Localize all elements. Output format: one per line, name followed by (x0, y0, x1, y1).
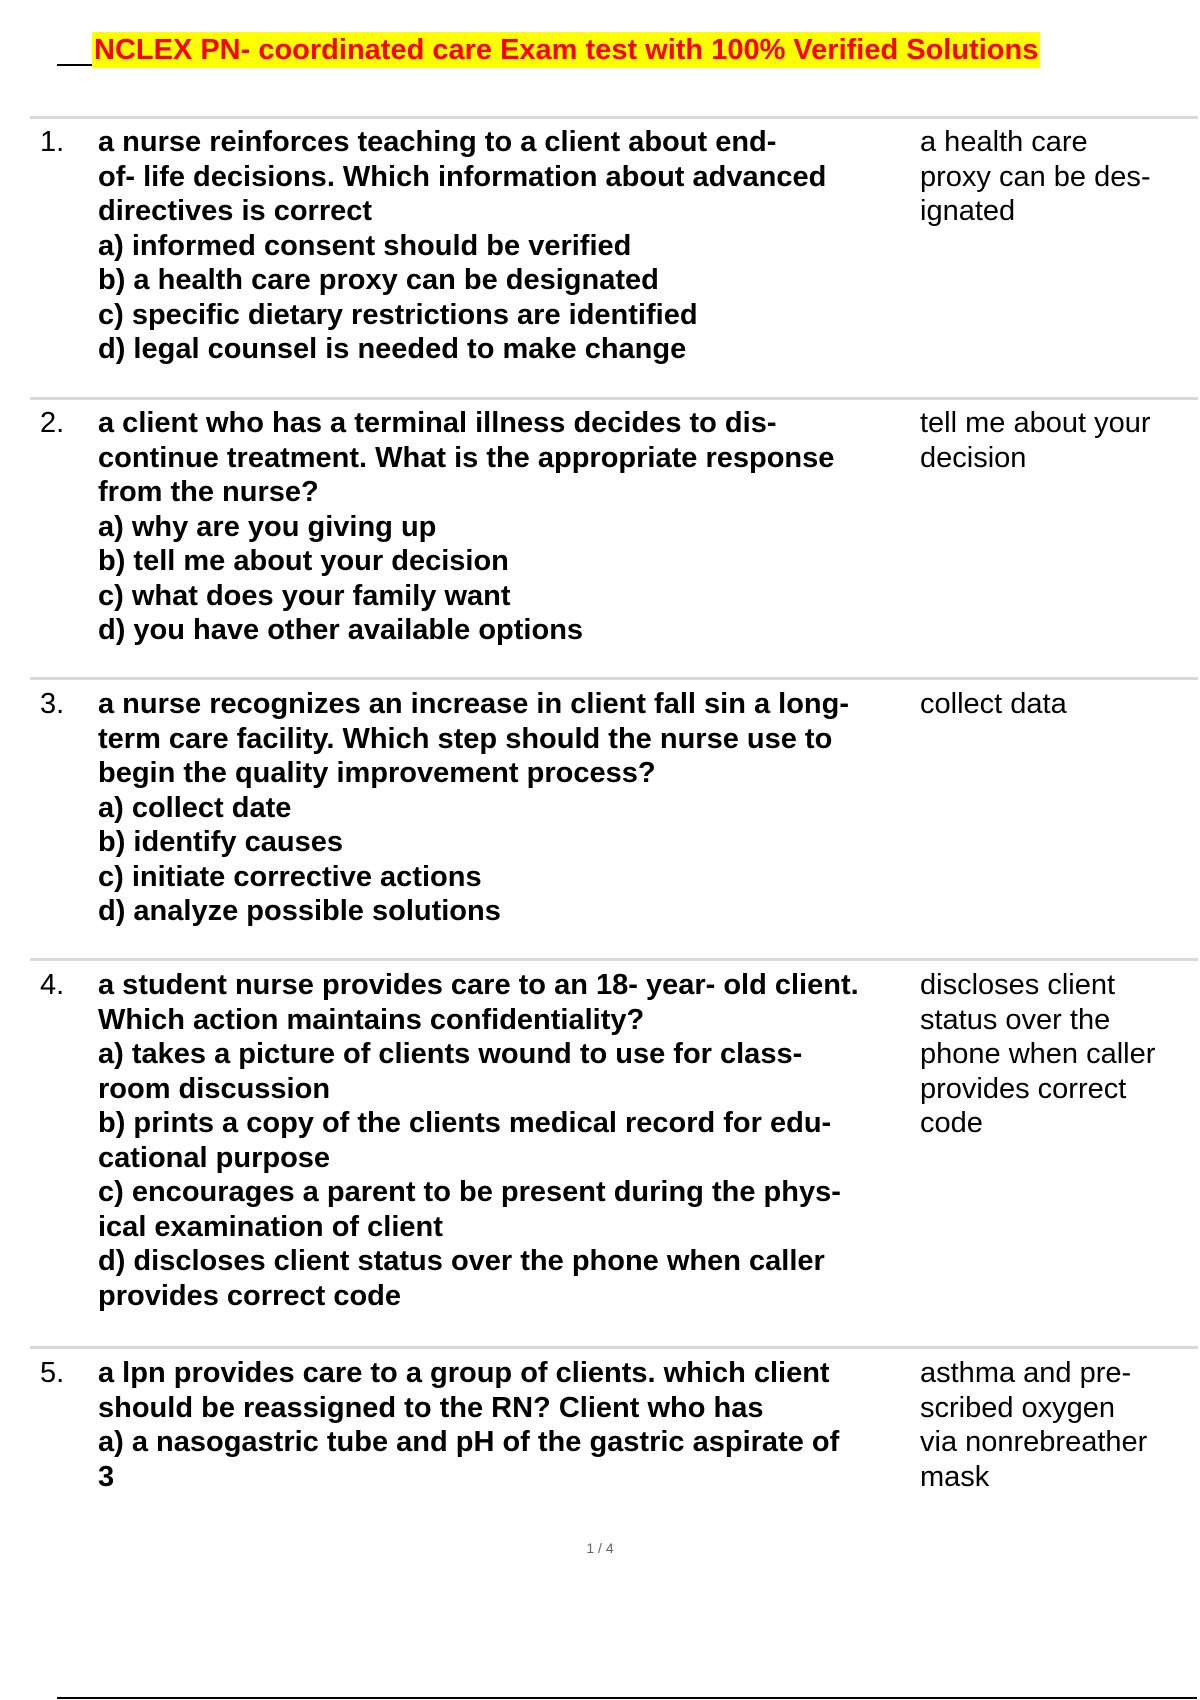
question-number: 1. (40, 126, 65, 158)
option-b: b) tell me about your decision (98, 545, 509, 577)
answer-text (920, 406, 1195, 475)
option-a: a) takes a picture of clients wound to use for class- (98, 1038, 803, 1070)
question-line: a nurse recognizes an increase in client fall sin a long- (98, 688, 850, 720)
option-c: c) initiate corrective actions (98, 860, 482, 893)
option-b-cont: cational purpose (98, 1141, 331, 1174)
page-indicator: 1 / 4 (586, 1540, 614, 1556)
answer-text (920, 687, 1195, 722)
answer-text (920, 1356, 1195, 1494)
option-a: a) informed consent should be verified (98, 229, 632, 262)
question-line: a lpn provides care to a group of clients. which client (98, 1357, 830, 1389)
answer-line: collect data (920, 688, 1067, 720)
divider (30, 397, 1198, 400)
option-a-cont: room discussion (98, 1072, 331, 1105)
divider (30, 677, 1198, 680)
question-text (98, 1356, 918, 1494)
option-a: a) why are you giving up (98, 510, 437, 543)
option-b: b) prints a copy of the clients medical record for edu- (98, 1107, 832, 1139)
option-c: c) specific dietary restrictions are identified (98, 298, 698, 331)
document-title: NCLEX PN- coordinated care Exam test with 100% Verified Solutions (94, 34, 1039, 66)
option-a-cont: 3 (98, 1460, 115, 1493)
option-c: c) what does your family want (98, 579, 511, 612)
question-text (98, 406, 918, 648)
option-d: d) discloses client status over the phone when caller (98, 1245, 825, 1277)
divider (30, 958, 1198, 961)
option-b: b) identify causes (98, 826, 343, 858)
question-text (98, 687, 918, 929)
title-underline-stub (57, 64, 92, 66)
question-number: 5. (40, 1357, 65, 1389)
question-line: continue treatment. What is the appropriate response (98, 441, 835, 474)
answer-line: proxy can be des- (920, 160, 1151, 193)
divider (30, 116, 1198, 119)
option-b: b) a health care proxy can be designated (98, 264, 659, 296)
answer-line: tell me about your (920, 407, 1151, 439)
question-number: 3. (40, 688, 65, 720)
question-number: 2. (40, 407, 65, 439)
answer-line: phone when caller (920, 1038, 1156, 1070)
option-a: a) a nasogastric tube and pH of the gastric aspirate of (98, 1426, 840, 1458)
answer-line: discloses client (920, 969, 1116, 1001)
divider (30, 1346, 1198, 1349)
question-line: Which action maintains confidentiality? (98, 1003, 645, 1036)
option-d: d) you have other available options (98, 614, 584, 646)
option-d: d) analyze possible solutions (98, 895, 501, 927)
footer-rule (57, 1697, 1197, 1699)
answer-line: scribed oxygen (920, 1391, 1116, 1424)
question-text (98, 125, 918, 367)
question-text (98, 968, 918, 1313)
answer-text (920, 968, 1195, 1141)
option-d-cont: provides correct code (98, 1279, 401, 1312)
option-a: a) collect date (98, 791, 292, 824)
question-line: begin the quality improvement process? (98, 757, 656, 789)
option-d: d) legal counsel is needed to make change (98, 333, 687, 365)
answer-line: via nonrebreather (920, 1426, 1148, 1458)
question-line: directives is correct (98, 195, 373, 227)
answer-line: code (920, 1107, 983, 1139)
option-c-cont: ical examination of client (98, 1210, 443, 1243)
question-line: from the nurse? (98, 476, 319, 508)
question-line: should be reassigned to the RN? Client who has (98, 1391, 764, 1424)
option-c: c) encourages a parent to be present during the phys- (98, 1176, 841, 1208)
answer-text (920, 125, 1195, 229)
question-line: a student nurse provides care to an 18- year- old client. (98, 969, 859, 1001)
question-line: of- life decisions. Which information about advanced (98, 160, 827, 193)
question-line: term care facility. Which step should the nurse use to (98, 722, 833, 755)
answer-line: a health care (920, 126, 1088, 158)
answer-line: provides correct (920, 1072, 1127, 1105)
answer-line: ignated (920, 195, 1016, 227)
question-line: a client who has a terminal illness decides to dis- (98, 407, 777, 439)
answer-line: mask (920, 1460, 990, 1493)
question-line: a nurse reinforces teaching to a client about end- (98, 126, 777, 158)
answer-line: status over the (920, 1003, 1111, 1036)
question-number: 4. (40, 969, 65, 1001)
answer-line: asthma and pre- (920, 1357, 1132, 1389)
answer-line: decision (920, 441, 1027, 474)
